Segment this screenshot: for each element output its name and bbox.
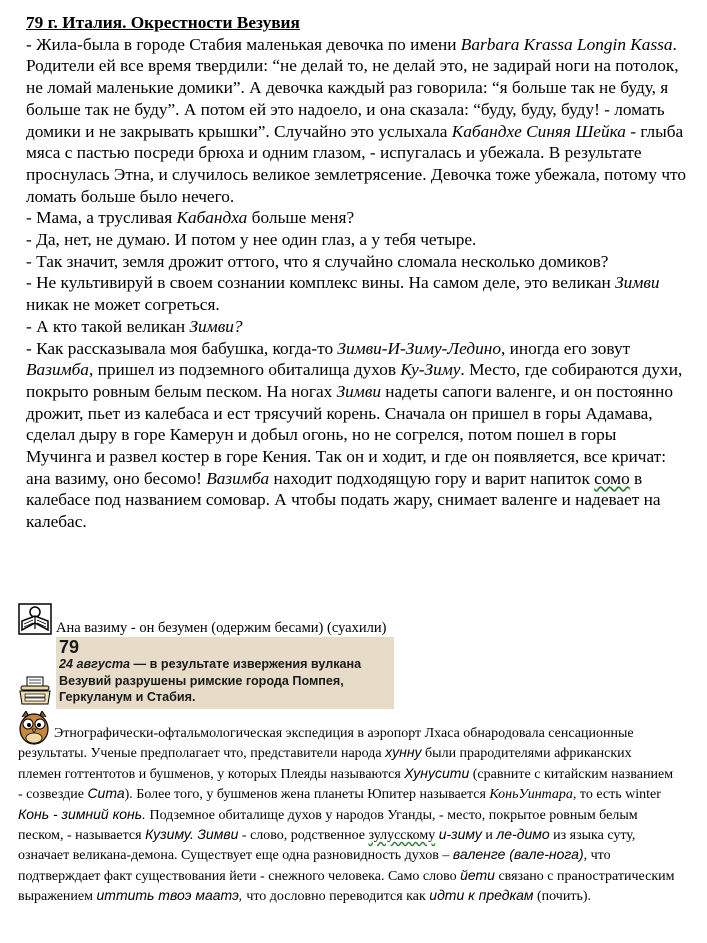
emphasized-term: и-зиму — [438, 826, 482, 843]
paragraph-2 — [26, 207, 686, 229]
text-run: - Как рассказывала моя бабушка, когда-то — [26, 338, 338, 358]
emphasized-term: Barbara Krassa Longin Kassa — [460, 34, 673, 54]
text-run: - Жила-была в городе Стабия маленькая девочка по имени — [26, 34, 461, 54]
text-run: - Не культивируй в своем сознании комплекс вины. На самом деле, это великан — [26, 273, 616, 293]
clipping-number: 79 — [59, 637, 80, 657]
emphasized-term: Кабандхе Синяя Шейка — [451, 121, 626, 141]
clipping-text — [59, 656, 393, 706]
text-run: , что подтверждает факт существования йети - снежного человека. Само слово — [18, 848, 611, 884]
clipping-body: — в результате извержения вулкана Везувий разрушены римские города Помпея, Геркуланум и Стабия. — [59, 657, 362, 704]
emphasized-term: валенге (вале-нога) — [452, 846, 584, 863]
emphasized-term: ле-димо — [496, 826, 550, 843]
emphasized-term: Зимви-И-Зиму-Ледино — [337, 338, 501, 358]
main-story — [26, 12, 686, 533]
expedition-paragraph — [18, 724, 678, 907]
text-run: - глыба мяса с пастью посреди брюха и одним глазом, - испугалась и убежала. В результате проснулась Этна, и случилось великое землетрясение. Девочка тоже убежала, потому что ломать больше было нечего. — [26, 121, 687, 206]
emphasized-term: Вазимба — [206, 468, 270, 488]
text-run: находит подходящую гору и варит напиток — [269, 468, 595, 488]
text-run: больше меня? — [247, 208, 355, 228]
text-run: . Место, где собираются духи, покрыто ровным белым песком. На ногах — [26, 360, 683, 401]
paragraph-1 — [26, 34, 686, 208]
paragraph-7 — [26, 338, 686, 533]
clipping-date: 24 августа — [59, 657, 131, 671]
text-run: Этнографически-офтальмологическая экспедиция в аэропорт Лхаса обнародовала сенсационные результаты. Ученые предполагает что, представители народа — [18, 726, 634, 762]
text-run: (почить). — [533, 889, 591, 905]
text-run: (сравните с китайским названием - созвездие — [18, 766, 674, 803]
emphasized-term: Ку-Зиму — [400, 360, 461, 380]
text-run: - слово, родственное — [238, 828, 369, 844]
story-title — [26, 12, 686, 34]
emphasized-term: Кузиму. — [145, 826, 194, 843]
text-run: связано с праностратическим выражением — [18, 868, 675, 905]
text-run: - Мама, а трусливая — [26, 208, 177, 228]
text-run: из языка суту, означает великана-демона. Существует еще одна разновидность духов – — [18, 828, 636, 864]
text-run: - Так значит, земля дрожит оттого, что я случайно сломала несколько домиков? — [26, 251, 609, 271]
paragraph-4 — [26, 251, 686, 273]
emphasized-term: Вазимба — [26, 360, 89, 380]
text-run: Подземное обиталище духов у народов Уганды, - место, покрытое ровным белым песком, - называется — [18, 807, 638, 844]
emphasized-term: Зимви — [197, 826, 239, 843]
text-run: были прародителями африканских племен готтентотов и бушменов, у которых Плеяды называются — [18, 746, 632, 782]
title-text: 79 г. Италия. Окрестности Везувия — [26, 13, 300, 32]
emphasized-term: Хунусити — [404, 764, 470, 781]
emphasized-term: идти к предкам — [429, 887, 534, 904]
paragraph-3 — [26, 229, 686, 251]
emphasized-term: Зимви — [615, 273, 660, 293]
emphasized-term: Зимви? — [189, 316, 243, 336]
text-run: в калебасе под названием сомовар. А чтобы подать жару, снимает валенге и надевает на калебас. — [26, 468, 661, 532]
emphasized-term: Кабандха — [176, 208, 248, 228]
text-run: - А кто такой великан — [26, 316, 190, 336]
emphasized-term: Зимви — [336, 381, 381, 401]
typewriter-icon — [18, 676, 52, 711]
newspaper-clipping — [56, 637, 394, 709]
paragraph-5 — [26, 272, 686, 315]
text-run: , иногда его зовут — [500, 338, 631, 358]
emphasized-term: Сита — [87, 785, 125, 802]
text-run: зулусскому — [368, 828, 436, 844]
text-run: - Да, нет, не думаю. И потом у нее один глаз, а у тебя четыре. — [26, 230, 477, 250]
emphasized-term: йети — [460, 866, 495, 883]
emphasized-term: иттить твоэ маатэ, — [96, 887, 243, 904]
text-run: , пришел из подземного обиталища духов — [88, 360, 401, 380]
emphasized-term: хунну — [385, 744, 422, 761]
text-run: никак не может согреться. — [26, 295, 220, 315]
text-run: надеты сапоги валенге, и он постоянно дрожит, пьет из калебаса и ест трясучий корень. Сначала он пришел в горы Адамава, сделал дыру в горе Камерун и добыл огонь, но не согрелся, потом пошел в горы Мучинга и развел костер в горе Кения. Так он и ходит, и где он появляется, все кричат: ана вазиму, оно бесомо! — [26, 381, 673, 488]
text-run: , то есть winter — [572, 787, 661, 803]
text-run: ). Более того, у бушменов жена планеты Юпитер называется — [124, 787, 490, 803]
paragraph-6 — [26, 316, 686, 338]
text-run: сомо — [594, 468, 630, 488]
text-run: и — [481, 828, 497, 844]
book-reader-icon — [18, 603, 52, 640]
emphasized-term: КоньУинтара — [489, 787, 573, 803]
emphasized-term: Конь - зимний конь. — [18, 805, 146, 822]
text-run: . Родители ей все время твердили: “не делай то, не делай это, не задирай ноги на потолок, не ломай маленькие домики”. А девочка каждый раз говорила: “я больше так не буду, я больше так не буду”. А потом ей это надоело, и она сказала: “буду, буду, буду! - ломать домики и не закрывать крышки”. Случайно это услыхала — [26, 34, 679, 141]
note-text: Ана вазиму - он безумен (одержим бесами) (суахили) — [56, 620, 387, 636]
text-run: что дословно переводится как — [242, 889, 430, 905]
expedition-text — [18, 726, 674, 904]
